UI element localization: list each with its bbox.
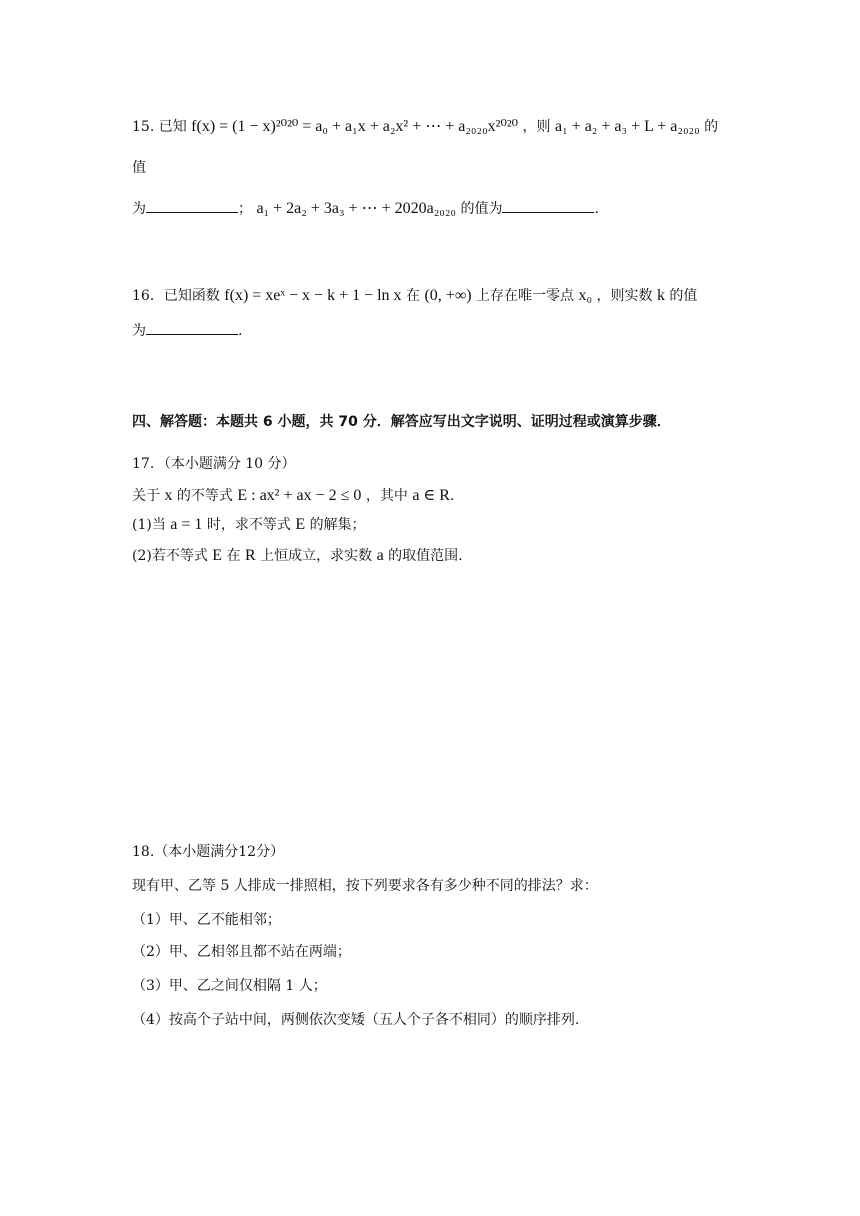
q15-sep: ；	[238, 201, 252, 217]
q16-blank[interactable]	[146, 320, 238, 335]
q17-part2	[132, 546, 463, 566]
q16-k: k	[656, 287, 665, 304]
q17-p2-E: E	[212, 547, 223, 564]
q16-on: 在	[406, 288, 421, 304]
q15-blank-2[interactable]	[502, 198, 594, 213]
q16-line2-prefix: 为	[132, 323, 146, 339]
q17-p1-c: 的解集；	[309, 517, 366, 533]
q15-end: .	[594, 201, 599, 217]
q16-value-of: 的值	[669, 288, 698, 304]
q16-zero: x₀	[578, 287, 593, 304]
q17-p2-a-var: a	[376, 547, 384, 564]
q17-stem-cond: a ∈ R	[412, 487, 450, 504]
q16-line2	[132, 320, 242, 341]
q17-stem	[132, 486, 454, 506]
q18-part3: （3）甲、乙之间仅相隔 1 人；	[132, 978, 327, 994]
q18-part4: （4）按高个子站中间，两侧依次变矮（五人个子各不相同）的顺序排列.	[132, 1012, 580, 1028]
q18-part1: （1）甲、乙不能相邻；	[132, 912, 281, 928]
q15-line3-prefix: 为	[132, 201, 146, 217]
q18-stem: 现有甲、乙等 5 人排成一排照相，按下列要求各有多少种不同的排法？求：	[132, 878, 598, 894]
q17-p2-a: (2)若不等式	[132, 548, 208, 564]
q15-then: ，则	[522, 119, 551, 135]
q17-stem-x: x	[164, 487, 173, 504]
q15-weighted-expr: a₁ + 2a₂ + 3a₃ + ⋯ + 2020a₂₀₂₀	[256, 200, 456, 217]
q17-p2-c: 上恒成立，求实数	[260, 548, 373, 564]
q17-p2-b: 在	[226, 548, 241, 564]
q15-line3	[132, 198, 599, 219]
q17-stem-b: 的不等式	[176, 488, 233, 504]
q17-stem-a: 关于	[132, 488, 160, 504]
q18-part2: （2）甲、乙相邻且都不站在两端；	[132, 944, 351, 960]
q16-number: 16．已知函数	[132, 288, 220, 304]
q17-p2-R: R	[244, 547, 256, 564]
q17-p1-cond: a = 1	[170, 516, 203, 533]
q17-p2-d: 的取值范围.	[388, 548, 463, 564]
q17-part1	[132, 515, 366, 535]
q16-interval: (0, +∞)	[424, 287, 472, 304]
q18-title: 18.（本小题满分12分）	[132, 844, 285, 860]
q17-p1-b: 时，求不等式	[206, 517, 291, 533]
q16-line1	[132, 286, 697, 306]
q15-number: 15. 已知	[132, 119, 187, 135]
q17-stem-end: .	[449, 488, 455, 504]
q16-exists: 上存在唯一零点	[476, 288, 575, 304]
q17-title: 17．（本小题满分 10 分）	[132, 456, 296, 472]
q17-stem-c: ，其中	[365, 488, 408, 504]
q16-then: ，则实数	[596, 288, 653, 304]
q15-blank-1[interactable]	[146, 198, 238, 213]
q15-formula: f(x) = (1 − x)²⁰²⁰ = a₀ + a₁x + a₂x² + ⋯ + a₂₀₂₀x²⁰²⁰	[191, 118, 519, 135]
q16-formula: f(x) = xeˣ − x − k + 1 − ln x	[224, 287, 402, 304]
q17-p1-a: (1)当	[132, 517, 166, 533]
section4-heading: 四、解答题：本题共 6 小题，共 70 分．解答应写出文字说明、证明过程或演算步骤．	[132, 414, 671, 430]
q15-wrap-value: 值	[132, 160, 146, 176]
q17-p1-E: E	[295, 516, 306, 533]
q15-line1	[132, 117, 718, 137]
q15-line2	[132, 158, 146, 178]
q17-stem-formula: E : ax² + ax − 2 ≤ 0	[237, 487, 362, 504]
q16-end: .	[238, 323, 243, 339]
q15-value-is: 的值为	[460, 201, 503, 217]
q15-sum-expr: a₁ + a₂ + a₃ + L + a₂₀₂₀	[554, 118, 700, 135]
q15-of: 的	[704, 119, 719, 135]
